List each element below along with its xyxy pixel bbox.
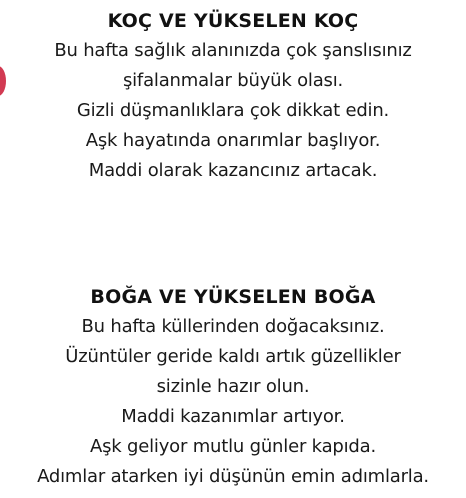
text-line: şifalanmalar büyük olası. (122, 70, 344, 91)
text-line: Adımlar atarken iyi düşünün emin adımlarla. (37, 466, 429, 487)
text-line: Bu hafta sağlık alanınızda çok şanslısınız (54, 40, 412, 61)
horoscope-section-aries (0, 6, 466, 186)
horoscope-section-taurus (0, 282, 466, 492)
text-line: Maddi kazanımlar artıyor. (121, 406, 345, 427)
text-line: Üzüntüler geride kaldı artık güzellikler (65, 346, 401, 367)
text-line: Aşk geliyor mutlu günler kapıda. (89, 436, 377, 457)
section-title: BOĞA VE YÜKSELEN BOĞA (90, 286, 376, 308)
text-line: Aşk hayatında onarımlar başlıyor. (85, 130, 381, 151)
text-line: Bu hafta küllerinden doğacaksınız. (81, 316, 385, 337)
section-title: KOÇ VE YÜKSELEN KOÇ (107, 10, 359, 32)
text-line: sizinle hazır olun. (156, 376, 310, 397)
text-line: Gizli düşmanlıklara çok dikkat edin. (76, 100, 390, 121)
text-line: Maddi olarak kazancınız artacak. (88, 160, 378, 181)
